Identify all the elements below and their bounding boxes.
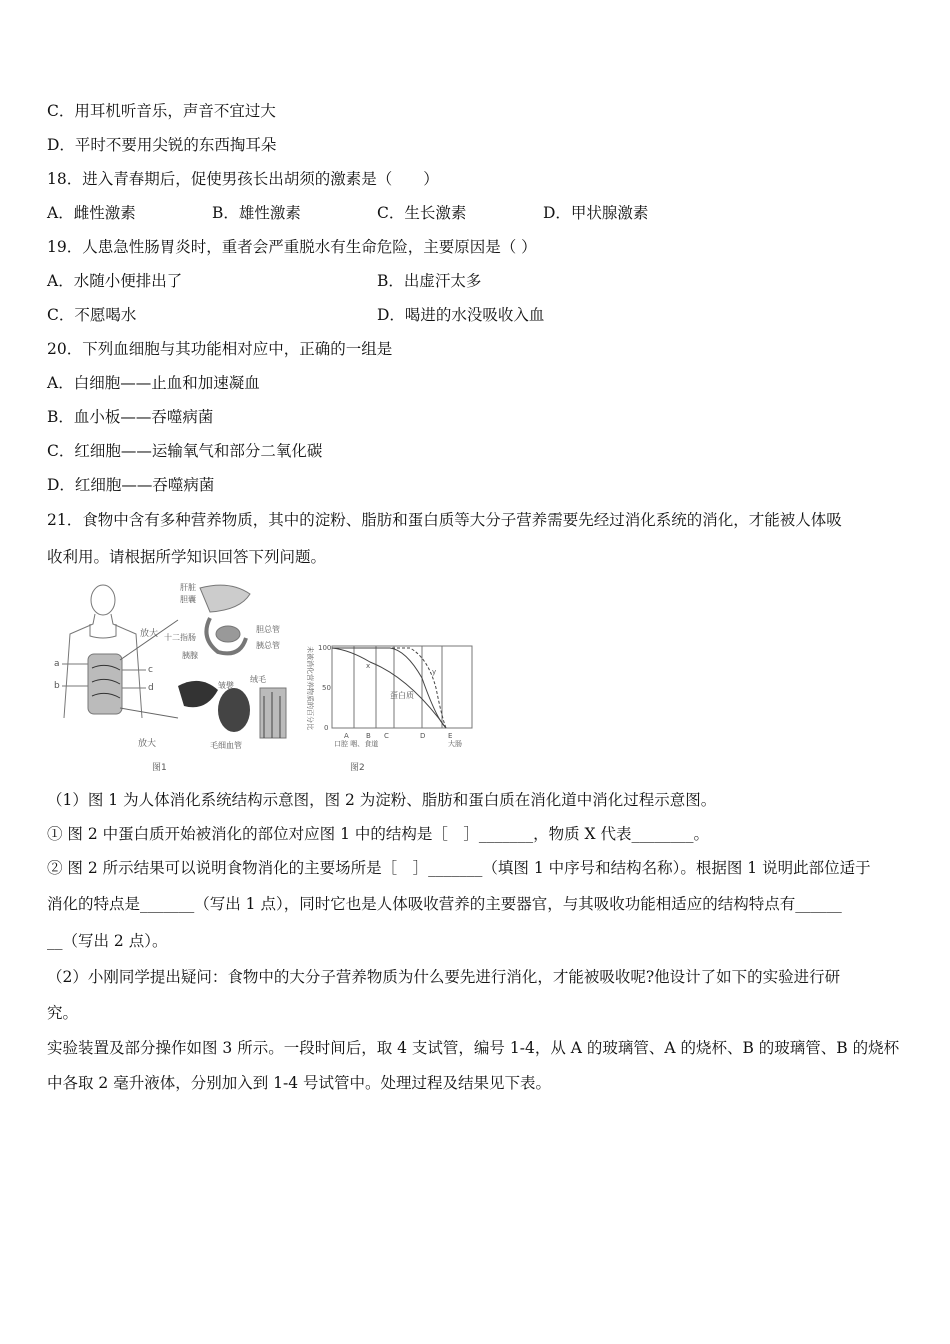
torso-illustration xyxy=(64,585,142,718)
liver-detail xyxy=(200,585,250,653)
q18-stem: 18．进入青春期后，促使男孩长出胡须的激素是（ ） xyxy=(47,170,439,188)
curve-x-label: x xyxy=(366,662,371,670)
q21-part2-line1: （2）小刚同学提出疑问：食物中的大分子营养物质为什么要先进行消化，才能被吸收呢?他设计了如下的实验进行研 xyxy=(47,968,841,986)
q19-option-b: B．出虚汗太多 xyxy=(377,272,482,290)
q21-stem-line1: 21．食物中含有多种营养物质，其中的淀粉、脂肪和蛋白质等大分子营养需要先经过消化系统的消化，才能被人体吸 xyxy=(47,511,842,529)
gallbladder-label: 胆囊 xyxy=(180,595,196,604)
q21-part1-q2-line2: 消化的特点是_______（写出 1 点），同时它也是人体吸收营养的主要器官，与其吸收功能相适应的结构特点有______ xyxy=(47,895,842,913)
q21-part3-line1: 实验装置及部分操作如图 3 所示。一段时间后，取 4 支试管，编号 1-4，从 A 的玻璃管、A 的烧杯、B 的玻璃管、B 的烧杯 xyxy=(47,1039,900,1057)
q20-option-c: C．红细胞——运输氧气和部分二氧化碳 xyxy=(47,442,323,460)
q21-part2-line2: 究。 xyxy=(47,1004,79,1022)
label-d: d xyxy=(148,683,154,693)
q19-option-a: A．水随小便排出了 xyxy=(47,272,183,290)
q20-option-d: D．红细胞——吞噬病菌 xyxy=(47,476,215,494)
y-tick-100: 100 xyxy=(318,644,332,652)
q21-part1-q2-line3: __（写出 2 点）。 xyxy=(47,932,168,950)
x-tick-d: D xyxy=(420,732,426,740)
zoom-label-1: 放大 xyxy=(140,629,159,639)
x-tick-a: A xyxy=(344,732,349,740)
q20-option-b: B．血小板——吞噬病菌 xyxy=(47,408,214,426)
fig1-caption: 图1 xyxy=(152,763,167,773)
q17-option-d: D．平时不要用尖锐的东西掏耳朵 xyxy=(47,136,277,154)
q18-option-d: D．甲状腺激素 xyxy=(543,204,649,222)
fig2-caption: 图2 xyxy=(350,763,365,773)
q21-part1-q2-line1: ② 图 2 所示结果可以说明食物消化的主要场所是［ ］_______（填图 1 中序号和结构名称）。根据图 1 说明此部位适于 xyxy=(47,859,871,877)
villi-label: 绒毛 xyxy=(250,675,266,684)
y-tick-50: 50 xyxy=(322,684,331,692)
fold-label: 皱襞 xyxy=(218,681,234,690)
digestion-chart xyxy=(332,646,472,728)
pancreas-label: 胰腺 xyxy=(182,651,198,660)
q17-option-c: C．用耳机听音乐，声音不宜过大 xyxy=(47,102,276,120)
zoom-label-2: 放大 xyxy=(138,739,157,749)
q20-stem: 20．下列血细胞与其功能相对应中，正确的一组是 xyxy=(47,340,393,358)
capillary-label: 毛细血管 xyxy=(210,741,242,750)
y-axis-label: 未被消化营养物质的百分比 xyxy=(306,646,314,730)
curve-y-label: y xyxy=(432,668,437,676)
q18-option-c: C．生长激素 xyxy=(377,204,467,222)
y-tick-0: 0 xyxy=(324,724,329,732)
duodenum-label: 十二指肠 xyxy=(164,633,196,642)
x-tick-e: E xyxy=(448,732,453,740)
q19-option-d: D．喝进的水没吸收入血 xyxy=(377,306,545,324)
q19-option-c: C．不愿喝水 xyxy=(47,306,137,324)
label-a: a xyxy=(54,659,60,669)
q18-option-a: A．雌性激素 xyxy=(47,204,136,222)
q18-option-b: B．雄性激素 xyxy=(212,204,301,222)
protein-label: 蛋白质 xyxy=(390,691,414,700)
q21-part3-line2: 中各取 2 毫升液体，分别加入到 1-4 号试管中。处理过程及结果见下表。 xyxy=(47,1074,552,1092)
q19-stem: 19．人患急性肠胃炎时，重者会严重脱水有生命危险，主要原因是（ ） xyxy=(47,238,537,256)
q20-option-a: A．白细胞——止血和加速凝血 xyxy=(47,374,260,392)
digestive-system-figure xyxy=(50,578,480,776)
bile-duct-label: 胆总管 xyxy=(256,625,280,634)
pancreatic-duct-label: 胰总管 xyxy=(256,641,280,650)
q21-part1-intro: （1）图 1 为人体消化系统结构示意图，图 2 为淀粉、脂肪和蛋白质在消化道中消化过程示意图。 xyxy=(47,791,717,809)
x-tick-c: C xyxy=(384,732,389,740)
x-label-mouth: 口腔 咽、食道 xyxy=(334,740,379,748)
q21-stem-line2: 收利用。请根据所学知识回答下列问题。 xyxy=(47,548,327,566)
liver-label: 肝脏 xyxy=(180,583,196,592)
x-tick-b: B xyxy=(366,732,371,740)
label-b: b xyxy=(54,681,60,691)
x-label-large-intestine: 大肠 xyxy=(448,740,462,748)
label-c: c xyxy=(148,665,153,675)
q21-part1-q1: ① 图 2 中蛋白质开始被消化的部位对应图 1 中的结构是［ ］_______，物质 X 代表________。 xyxy=(47,825,709,843)
